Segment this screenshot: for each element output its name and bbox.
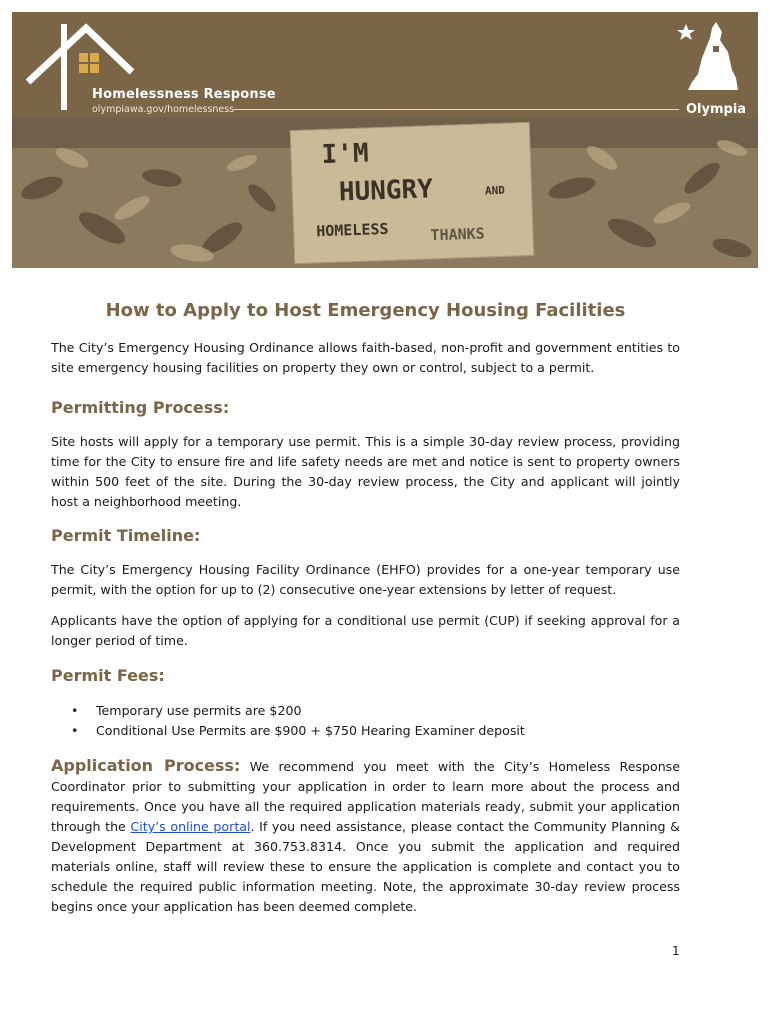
- city-logo-text: Olympia: [686, 102, 747, 117]
- fees-heading: Permit Fees:: [51, 666, 165, 685]
- cardboard-sign: [290, 122, 535, 264]
- application-text-after-link: . If you need assistance, please contact the Community Planning & Development Department at 360.753.8314. Once you submit the application and required materials online, staff will review these to ensure the application is complete and contact you to schedule the required public information meeting. Note, the approximate 30-day review process begins once your application has been deemed complete.: [51, 819, 680, 914]
- bullet-icon: •: [71, 703, 79, 718]
- timeline-heading: Permit Timeline:: [51, 526, 201, 545]
- timeline-paragraph-2: Applicants have the option of applying for a conditional use permit (CUP) if seeking approval for a longer period of time.: [51, 613, 680, 648]
- permitting-paragraph: Site hosts will apply for a temporary use permit. This is a simple 30-day review process, providing time for the City to ensure fire and life safety needs are met and notice is sent to property owners within 500 feet of the site. During the 30-day review process, the City and applicant will jointly host a neighborhood meeting.: [51, 434, 680, 509]
- application-paragraph: [51, 756, 680, 917]
- header-photo: [12, 118, 758, 268]
- header-divider: [234, 109, 679, 110]
- list-item: • Temporary use permits are $200: [51, 701, 680, 721]
- sign-line-1: I'M: [321, 138, 370, 171]
- org-url: olympiawa.gov/homelessness: [92, 104, 235, 115]
- list-item: • Conditional Use Permits are $900 + $750 Hearing Examiner deposit: [51, 721, 680, 741]
- sign-line-2: HUNGRY: [338, 174, 434, 208]
- online-portal-link[interactable]: City’s online portal: [130, 819, 251, 834]
- page-title: How to Apply to Host Emergency Housing Facilities: [105, 300, 626, 321]
- org-name: Homelessness Response: [92, 87, 276, 102]
- header-banner: [12, 12, 758, 118]
- bullet-icon: •: [71, 723, 79, 738]
- fees-list: [51, 701, 680, 741]
- permitting-heading: Permitting Process:: [51, 398, 230, 417]
- timeline-paragraph-1: The City’s Emergency Housing Facility Ordinance (EHFO) provides for a one-year temporary use permit, with the option for up to (2) consecutive one-year extensions by letter of request.: [51, 562, 680, 597]
- application-heading: Application Process:: [51, 756, 241, 775]
- sign-and: AND: [484, 183, 506, 198]
- sign-thanks: THANKS: [430, 224, 485, 245]
- application-text-before-link: We recommend you meet with the City’s Homeless Response Coordinator prior to submitting your application in order to learn more about the process and requirements. Once you have all the required application materials ready, submit your application through the: [51, 759, 680, 834]
- sign-line-3: HOMELESS: [315, 219, 389, 241]
- capitol-star-icon: [672, 18, 752, 98]
- page-number: 1: [672, 944, 680, 958]
- intro-paragraph: The City’s Emergency Housing Ordinance allows faith-based, non-profit and government entities to site emergency housing facilities on property they own or control, subject to a permit.: [51, 340, 680, 375]
